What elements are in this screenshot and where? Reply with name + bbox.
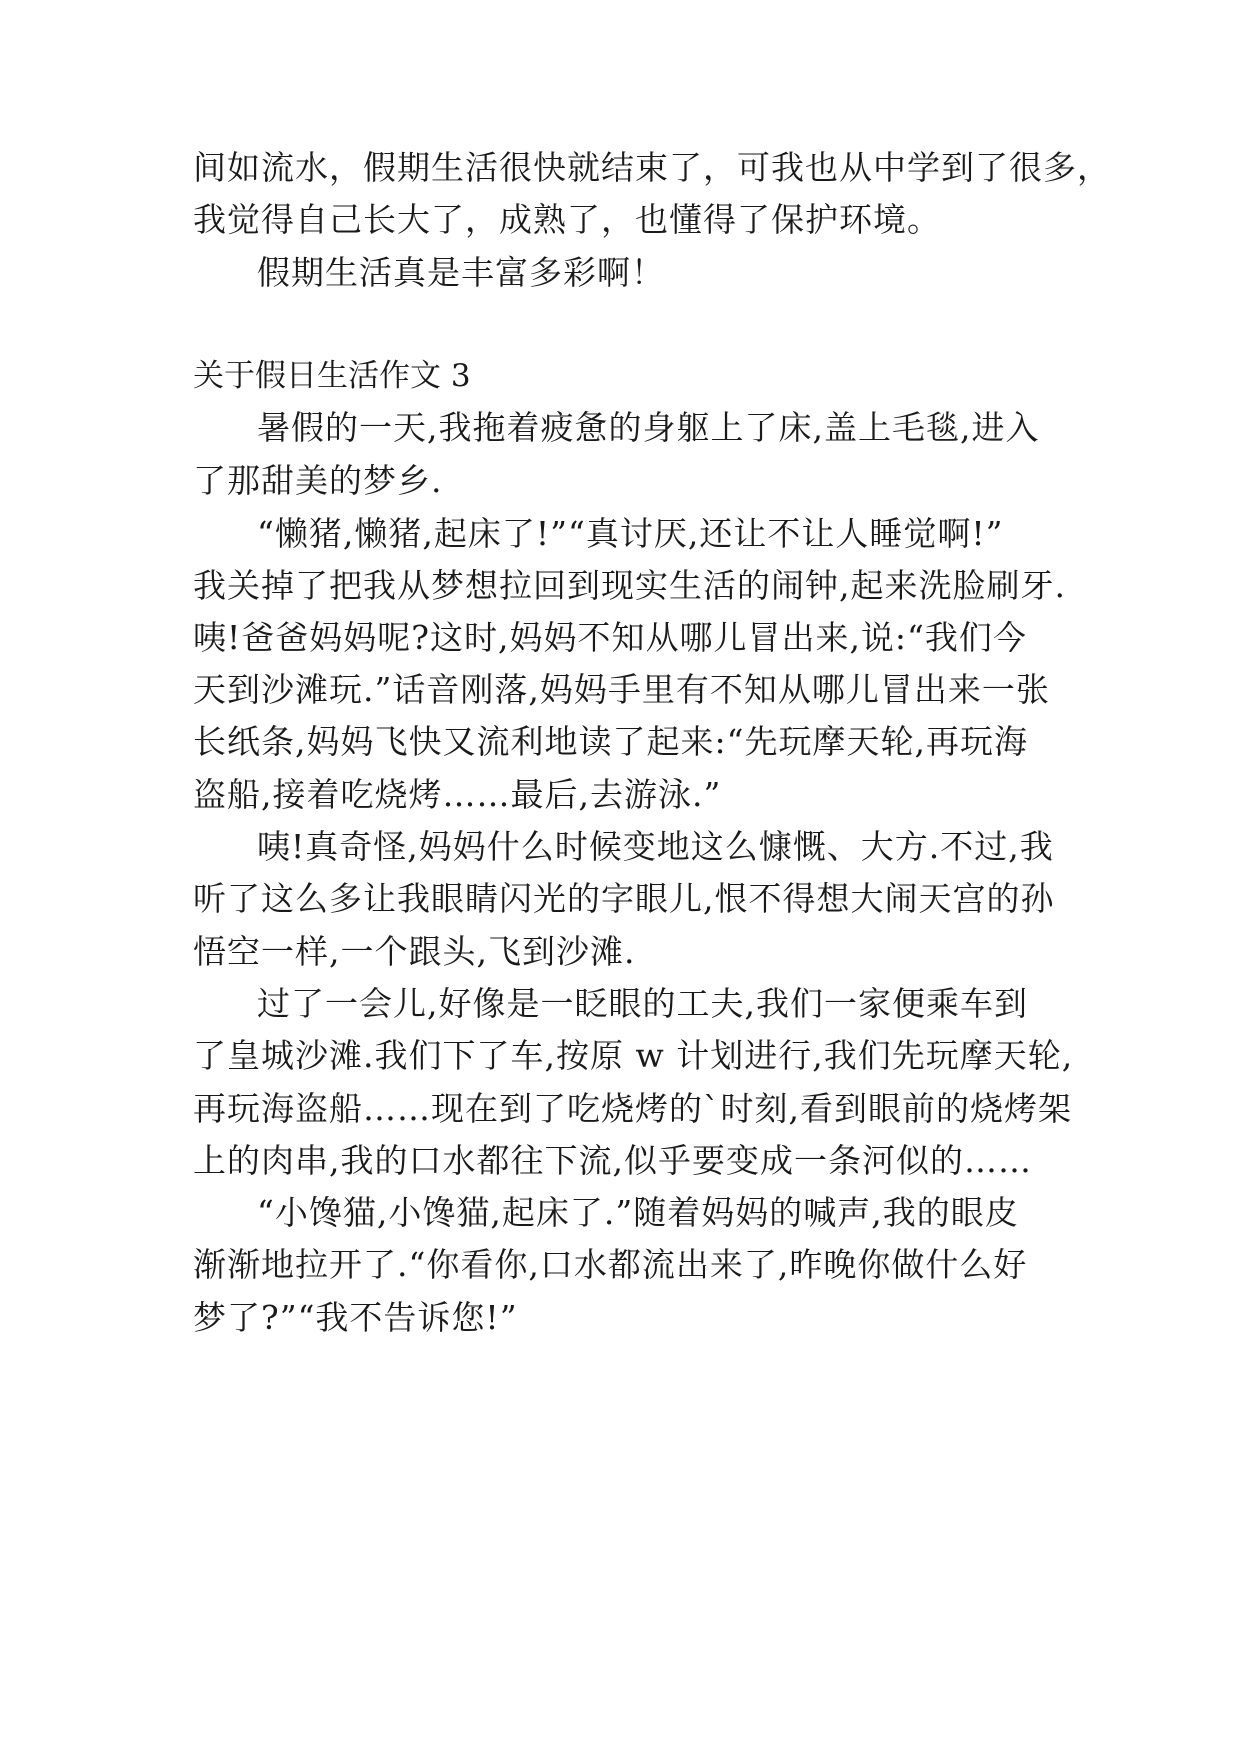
paragraph-line: “小馋猫,小馋猫,起床了.”随着妈妈的喊声,我的眼皮 [257, 1193, 1019, 1232]
paragraph-line: 再玩海盗船……现在到了吃烧烤的`时刻,看到眼前的烧烤架 [193, 1089, 1072, 1128]
paragraph-line: 了那甜美的梦乡. [193, 461, 443, 500]
paragraph-line: 咦!真奇怪,妈妈什么时候变地这么慷慨、大方.不过,我 [257, 827, 1054, 866]
paragraph-line: 上的肉串,我的口水都往下流,似乎要变成一条河似的…… [193, 1141, 1032, 1180]
paragraph-line: 过了一会儿,好像是一眨眼的工夫,我们一家便乘车到 [257, 984, 1028, 1023]
section-title: 关于假日生活作文 3 [193, 358, 471, 394]
paragraph-line: 间如流水，假期生活很快就结束了，可我也从中学到了很多， [193, 148, 1111, 187]
paragraph-line: 悟空一样,一个跟头,飞到沙滩. [193, 932, 636, 971]
paragraph-line: 长纸条,妈妈飞快又流利地读了起来:“先玩摩天轮,再玩海 [193, 722, 1028, 761]
paragraph-line: 咦!爸爸妈妈呢?这时,妈妈不知从哪儿冒出来,说:“我们今 [193, 618, 1027, 657]
paragraph-line: 盗船,接着吃烧烤……最后,去游泳.” [193, 775, 722, 814]
paragraph-line: 暑假的一天,我拖着疲惫的身躯上了床,盖上毛毯,进入 [257, 408, 1040, 447]
paragraph-line: 听了这么多让我眼睛闪光的字眼儿,恨不得想大闹天宫的孙 [193, 879, 1055, 918]
paragraph-line: “懒猪,懒猪,起床了!”“真讨厌,还让不让人睡觉啊!” [257, 514, 1004, 553]
paragraph-line: 我关掉了把我从梦想拉回到现实生活的闹钟,起来洗脸刷牙. [193, 566, 1066, 605]
paragraph-line: 渐渐地拉开了.“你看你,口水都流出来了,昨晚你做什么好 [193, 1245, 1028, 1284]
paragraph-line: 天到沙滩玩.”话音刚落,妈妈手里有不知从哪儿冒出来一张 [193, 670, 1050, 709]
paragraph-line: 假期生活真是丰富多彩啊！ [257, 253, 665, 292]
paragraph-line: 梦了?”“我不告诉您!” [193, 1298, 518, 1337]
paragraph-line: 了皇城沙滩.我们下了车,按原 w 计划进行,我们先玩摩天轮, [193, 1036, 1074, 1075]
paragraph-line: 我觉得自己长大了，成熟了，也懂得了保护环境。 [193, 200, 941, 239]
